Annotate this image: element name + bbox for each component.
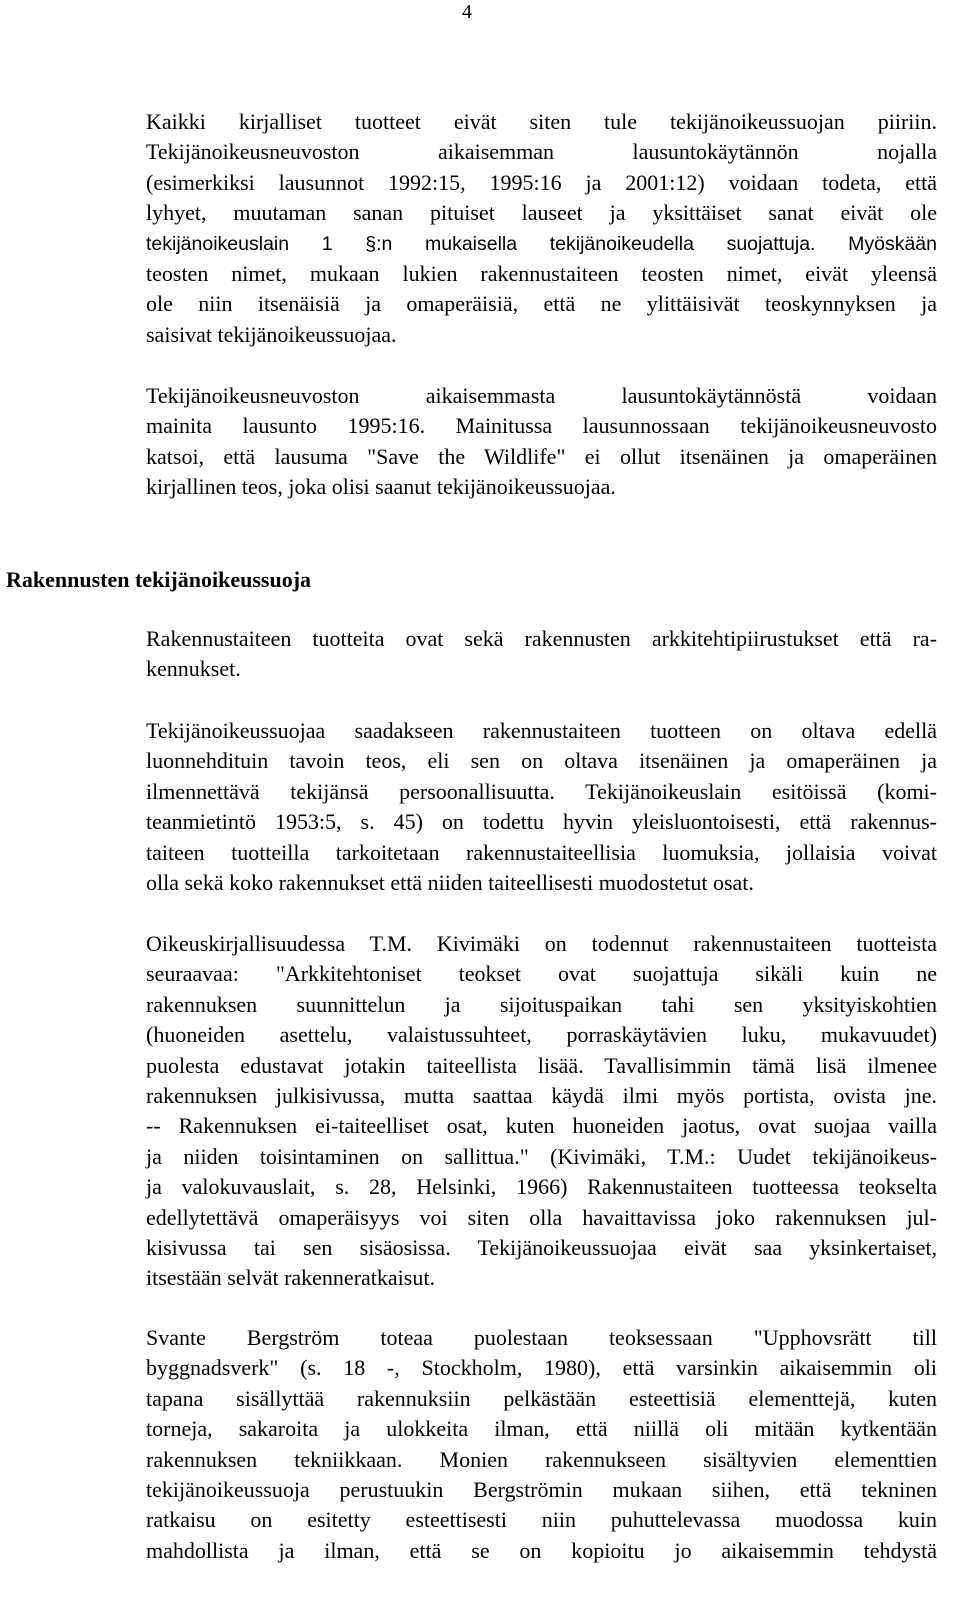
text-line: lyhyet, muutaman sanan pituiset lauseet ja yksittäiset sanat eivät ole [146, 200, 937, 226]
text-line: Svante Bergström toteaa puolestaan teoksessaan "Upphovsrätt till [146, 1325, 937, 1350]
text-line: luonnehdituin tavoin teos, eli sen on oltava itsenäinen ja omaperäinen ja [146, 748, 937, 774]
text-line: puolesta edustavat jotakin taiteellista lisää. Tavallisimmin tämä lisä ilmenee [146, 1052, 937, 1078]
text-line: kirjallinen teos, joka olisi saanut tekijänoikeussuojaa. [146, 474, 616, 500]
text-line: mainita lausunto 1995:16. Mainitussa lausunnossaan tekijänoikeusneuvosto [146, 413, 937, 439]
text-line: Tekijänoikeusneuvoston aikaisemman lausuntokäytännön nojalla [146, 139, 937, 165]
text-line: ilmennettävä tekijänsä persoonallisuutta. Tekijänoikeuslain esitöissä (komi- [146, 778, 937, 804]
paragraph-4 [146, 716, 937, 898]
text-line: (huoneiden asettelu, valaistussuhteet, porraskäytävien luku, mukavuudet) [146, 1022, 937, 1048]
text-line: byggnadsverk" (s. 18 -, Stockholm, 1980), että varsinkin aikaisemmin oli [146, 1355, 937, 1381]
text-line: Tekijänoikeusneuvoston aikaisemmasta lausuntokäytännöstä voidaan [146, 383, 937, 408]
text-line: tapana sisällyttää rakennuksiin pelkästään esteettisiä elementtejä, kuten [146, 1385, 937, 1411]
text-line: itsestään selvät rakenneratkaisut. [146, 1265, 435, 1291]
text-line: ole niin itsenäisiä ja omaperäisiä, että ne ylittäisivät teoskynnyksen ja [146, 291, 937, 317]
text-line: (esimerkiksi lausunnot 1992:15, 1995:16 ja 2001:12) voidaan todeta, että [146, 169, 937, 195]
text-line: seuraavaa: "Arkkitehtoniset teokset ovat suojattuja sikäli kuin ne [146, 961, 937, 987]
page-number: 4 [462, 1, 472, 23]
text-line: kisivussa tai sen sisäosissa. Tekijänoikeussuojaa eivät saa yksinkertaiset, [146, 1235, 937, 1261]
text-line: rakennuksen tekniikkaan. Monien rakennukseen sisältyvien elementtien [146, 1446, 937, 1472]
paragraph-5 [146, 929, 937, 1294]
text-line: kennukset. [146, 656, 241, 682]
text-line: teanmietintö 1953:5, s. 45) on todettu hyvin yleisluontoisesti, että rakennus- [146, 809, 937, 835]
text-line: ja niiden toisintaminen on sallittua." (Kivimäki, T.M.: Uudet tekijänoikeus- [146, 1143, 937, 1169]
text-line: katsoi, että lausuma "Save the Wildlife" ei ollut itsenäinen ja omaperäinen [146, 443, 937, 469]
text-line: torneja, sakaroita ja ulokkeita ilman, että niillä oli mitään kytkentään [146, 1416, 937, 1442]
text-line: -- Rakennuksen ei-taiteelliset osat, kuten huoneiden jaotus, ovat suojaa vailla [146, 1113, 937, 1139]
text-line: ratkaisu on esitetty esteettisesti niin puhuttelevassa muodossa kuin [146, 1507, 937, 1533]
section-heading: Rakennusten tekijänoikeussuoja [6, 567, 312, 592]
text-line: tekijänoikeuslain 1 §:n mukaisella tekijänoikeudella suojattuja. Myöskään [146, 232, 937, 255]
text-line: saisivat tekijänoikeussuojaa. [146, 321, 397, 347]
paragraph-3 [146, 624, 937, 685]
text-line: mahdollista ja ilman, että se on kopioitu jo aikaisemmin tehdystä [146, 1537, 937, 1563]
text-line: Tekijänoikeussuojaa saadakseen rakennustaiteen tuotteen on oltava edellä [146, 718, 937, 743]
text-line: rakennuksen suunnittelun ja sijoituspaikan tahi sen yksityiskohtien [146, 991, 937, 1017]
text-line: taiteen tuotteilla tarkoitetaan rakennustaiteellisia luomuksia, jollaisia voivat [146, 839, 937, 865]
text-line: teosten nimet, mukaan lukien rakennustaiteen teosten nimet, eivät yleensä [146, 261, 937, 287]
text-line: Oikeuskirjallisuudessa T.M. Kivimäki on todennut rakennustaiteen tuotteista [146, 931, 937, 956]
text-line: olla sekä koko rakennukset että niiden taiteellisesti muodostetut osat. [146, 870, 754, 896]
paragraph-6 [146, 1323, 937, 1566]
text-line: ja valokuvauslait, s. 28, Helsinki, 1966) Rakennustaiteen tuotteessa teokselta [146, 1174, 937, 1200]
text-line: edellytettävä omaperäisyys voi siten olla havaittavissa joko rakennuksen jul- [146, 1204, 937, 1230]
text-line: Kaikki kirjalliset tuotteet eivät siten tule tekijänoikeussuojan piiriin. [146, 109, 937, 134]
text-line: rakennuksen julkisivussa, mutta saattaa käydä ilmi myös portista, ovista jne. [146, 1083, 937, 1109]
paragraph-2 [146, 381, 937, 503]
text-line: tekijänoikeussuoja perustuukin Bergströmin mukaan siihen, että tekninen [146, 1477, 937, 1503]
text-line: Rakennustaiteen tuotteita ovat sekä rakennusten arkkitehtipiirustukset että ra- [146, 626, 937, 651]
paragraph-1 [146, 107, 937, 350]
